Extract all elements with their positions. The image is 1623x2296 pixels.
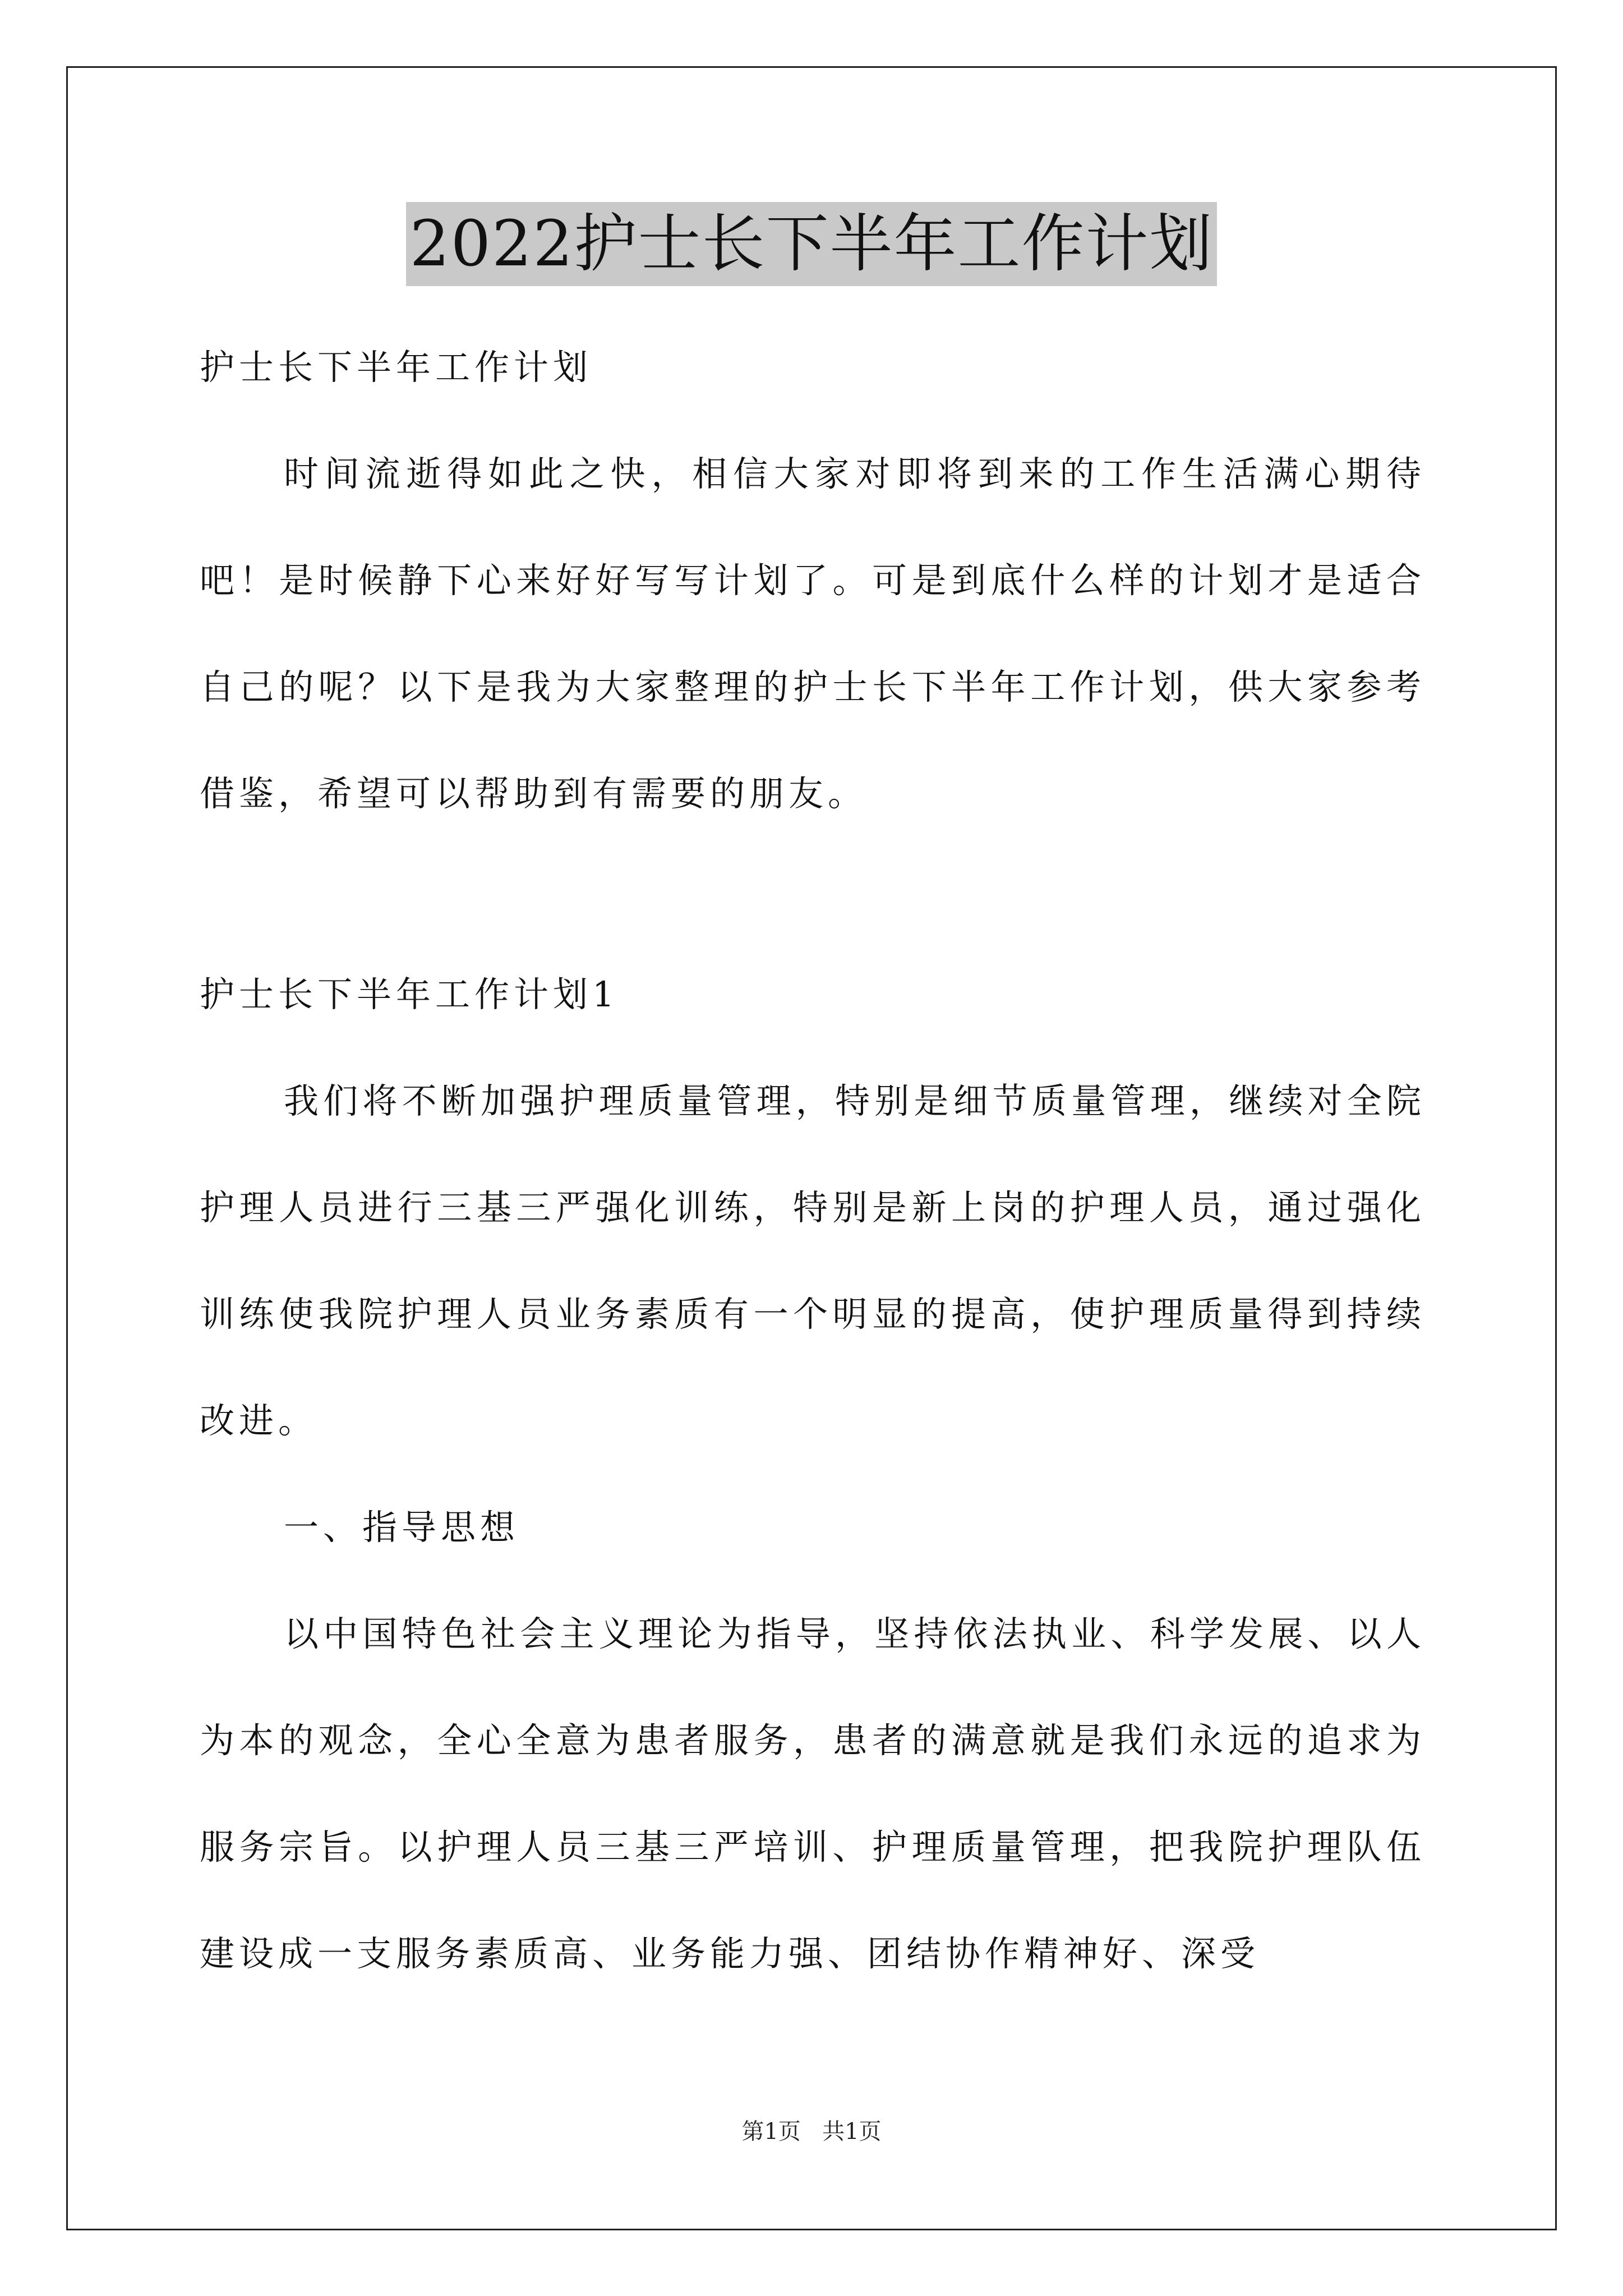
section-heading: 护士长下半年工作计划1	[200, 974, 619, 1015]
section-paragraph: 我们将不断加强护理质量管理，特别是细节质量管理，继续对全院护理人员进行三基三严强化训练，特别是新上岗的护理人员，通过强化训练使我院护理人员业务素质有一个明显的提高，使护理质量得到持续改进。	[200, 1080, 1426, 1441]
guideline-paragraph: 以中国特色社会主义理论为指导，坚持依法执业、科学发展、以人为本的观念，全心全意为患者服务，患者的满意就是我们永远的追求为服务宗旨。以护理人员三基三严培训、护理质量管理，把我院护理队伍建设成一支服务素质高、业务能力强、团结协作精神好、深受	[200, 1613, 1426, 1974]
subtitle: 护士长下半年工作计划	[200, 347, 593, 388]
title-container	[0, 202, 1623, 286]
page-number: 第1页	[741, 2119, 801, 2145]
subheading-guideline: 一、指导思想	[284, 1507, 520, 1548]
page-footer	[0, 2115, 1623, 2148]
document-body	[200, 314, 1426, 2007]
document-title: 2022护士长下半年工作计划	[406, 202, 1216, 286]
page-total: 共1页	[822, 2119, 882, 2145]
intro-paragraph: 时间流逝得如此之快，相信大家对即将到来的工作生活满心期待吧！是时候静下心来好好写写计划了。可是到底什么样的计划才是适合自己的呢？以下是我为大家整理的护士长下半年工作计划，供大家参考借鉴，希望可以帮助到有需要的朋友。	[200, 453, 1426, 814]
